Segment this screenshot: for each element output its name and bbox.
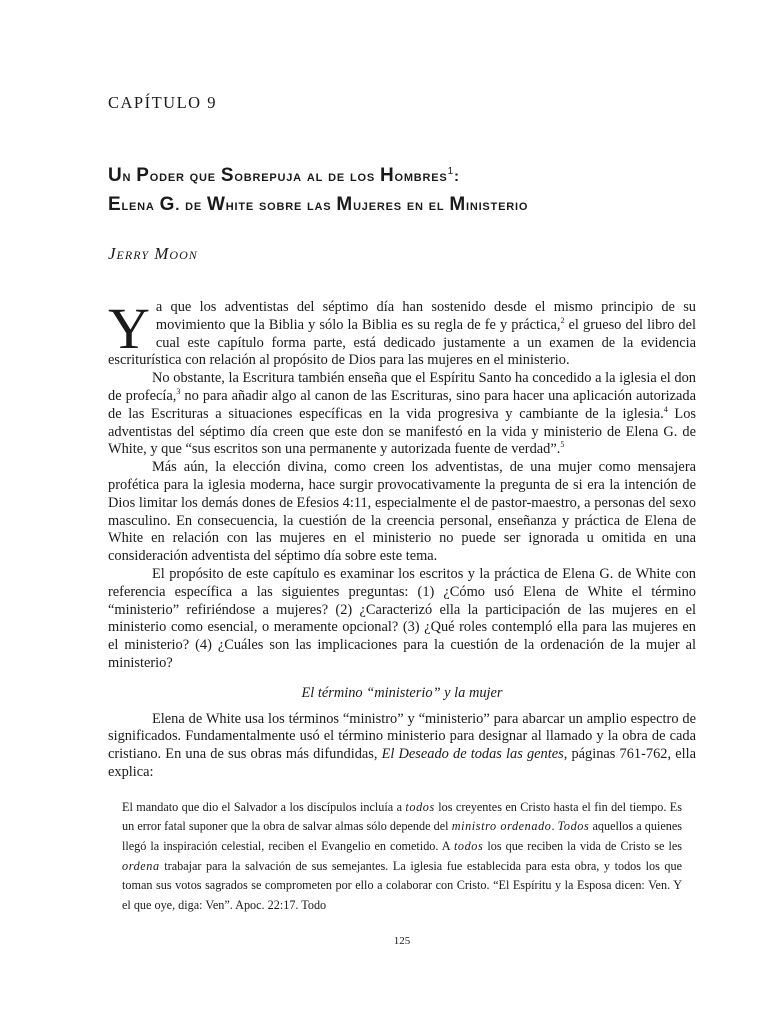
quote-emphasis: todos bbox=[453, 838, 484, 853]
title-text: ujeres en el bbox=[353, 197, 450, 214]
paragraph bbox=[108, 711, 696, 782]
chapter-label: CAPÍTULO 9 bbox=[108, 93, 217, 112]
quote-segment: aquellos a quienes llegó la inspiración celestial, reciben el Evangelio en cometido. A bbox=[122, 819, 682, 853]
title-text: . de bbox=[175, 197, 207, 214]
title-text: ombres bbox=[394, 168, 448, 185]
body-text bbox=[108, 296, 697, 915]
title-initial: M bbox=[336, 194, 354, 215]
paragraph bbox=[108, 370, 696, 459]
quote-segment: los que reciben la vida de Cristo se les bbox=[483, 838, 683, 853]
title-line-1 bbox=[108, 158, 696, 191]
section-heading: El término “ministerio” y la mujer bbox=[301, 684, 503, 701]
paragraph-text: No obstante, la Escritura también enseña que el Espíritu Santo ha concedido a la iglesia el don de profecía, bbox=[108, 370, 696, 404]
title-initial: W bbox=[207, 194, 226, 215]
paragraph bbox=[108, 296, 696, 370]
paragraph-text: , páginas 761-762, ella explica: bbox=[108, 746, 696, 780]
quote-segment: El mandato que dio el Salvador a los discípulos incluía a bbox=[122, 799, 406, 814]
book-title: El Deseado de todas las gentes bbox=[381, 746, 564, 763]
title-text: n bbox=[122, 168, 137, 185]
paragraph-text: Los adventistas del séptimo día creen que este don se manifestó en la vida y ministerio de Elena G. de White, y que “sus escritos son una permanente y autorizada fuente de verdad”. bbox=[108, 405, 697, 458]
paragraph-text: no para añadir algo al canon de las Escrituras, sino para hacer una aplicación autorizada de las Escrituras a situaciones específicas en la vida progresiva y cambiante de la iglesia. bbox=[108, 387, 696, 422]
author-name: Jerry Moon bbox=[108, 244, 198, 263]
quote-segment: . bbox=[551, 819, 558, 834]
paragraph-text: a que los adventistas del séptimo día han sostenido desde el mismo principio de su movimiento que la Biblia y sólo la Biblia es su regla de fe y práctica, bbox=[155, 299, 696, 333]
footnote-ref[interactable]: 5 bbox=[560, 440, 565, 450]
title-text: obrepuja al de los bbox=[234, 168, 380, 185]
quote-emphasis: ministro ordenado bbox=[451, 819, 552, 834]
paragraph: El propósito de este capítulo es examinar los escritos y la práctica de Elena G. de White con referencia específica a las siguientes preguntas: (1) ¿Cómo usó Elena de White el término “ministerio” refiriéndose a mujeres? (2) ¿Caracterizó ella la participación de las mujeres en el ministerio como esencial, o meramente opcional? (3) ¿Qué roles contempló ella para las mujeres en el ministerio? (4) ¿Cuáles son las implicaciones para la cuestión de la ordenación de la mujer al ministerio? bbox=[108, 565, 696, 671]
quote-emphasis: Todos bbox=[557, 819, 590, 834]
title-text: oder que bbox=[149, 168, 221, 185]
quote-emphasis: ordena bbox=[122, 858, 160, 873]
paragraph-text: el grueso del libro del cual este capítulo forma parte, está dedicado justamente a un examen de la evidencia escriturística con relación al propósito de Dios para las mujeres en el ministerio. bbox=[108, 316, 696, 369]
title-initial: U bbox=[108, 165, 123, 186]
title-initial: H bbox=[379, 165, 395, 186]
quote-segment: los creyentes en Cristo hasta el fin del tiempo. Es un error fatal suponer que la obra de salvar almas sólo depende del bbox=[122, 799, 682, 834]
title-line-2 bbox=[108, 191, 696, 220]
paragraph: Más aún, la elección divina, como creen los adventistas, de una mujer como mensajera profética para la iglesia moderna, hace surgir provocativamente la pregunta de si era la intención de Dios limitar los demás dones de Efesios 4:11, especialmente el de pastor-maestro, a personas del sexo masculino. En consecuencia, la cuestión de la creencia personal, enseñanza y práctica de Elena de White en relación con las mujeres en el ministerio no puede ser ignorada u omitida en una consideración adventista del séptimo día sobre este tema. bbox=[108, 459, 696, 565]
page-number: 125 bbox=[393, 935, 411, 947]
paragraph-text: Elena de White usa los términos “ministro” y “ministerio” para abarcar un amplio espectro de significados. Fundamentalmente usó el término ministerio para designar al llamado y la obra de cada cristiano. En una de sus obras más difundidas, bbox=[108, 710, 696, 763]
block-quote bbox=[122, 798, 682, 916]
title-initial: E bbox=[108, 194, 122, 215]
footnote-ref[interactable]: 4 bbox=[663, 404, 668, 414]
footnote-ref[interactable]: 2 bbox=[560, 315, 565, 325]
title-initial: S bbox=[220, 165, 235, 186]
title-text: lena bbox=[121, 197, 160, 214]
title-text: inisterio bbox=[465, 197, 529, 214]
title-text: : bbox=[453, 168, 460, 185]
title-initial: P bbox=[136, 165, 150, 186]
title-text: hite sobre las bbox=[225, 197, 337, 214]
title-initial: M bbox=[449, 194, 466, 215]
drop-cap: Y bbox=[108, 296, 150, 361]
title-initial: G bbox=[159, 194, 176, 215]
footnote-ref[interactable]: 1 bbox=[447, 166, 454, 177]
chapter-title bbox=[108, 158, 696, 220]
footnote-ref[interactable]: 3 bbox=[176, 386, 181, 396]
quote-text bbox=[122, 798, 682, 916]
quote-emphasis: todos bbox=[405, 799, 435, 814]
quote-segment: trabajar para la salvación de sus semejantes. La iglesia fue establecida para esta obra, y todos los que toman sus votos sagrados se comprometen por ello a colaborar con Cristo. “El Espíritu y la Esposa dicen: Ven. Y el que oye, diga: Ven”. Apoc. 22:17. Todo bbox=[122, 858, 682, 912]
